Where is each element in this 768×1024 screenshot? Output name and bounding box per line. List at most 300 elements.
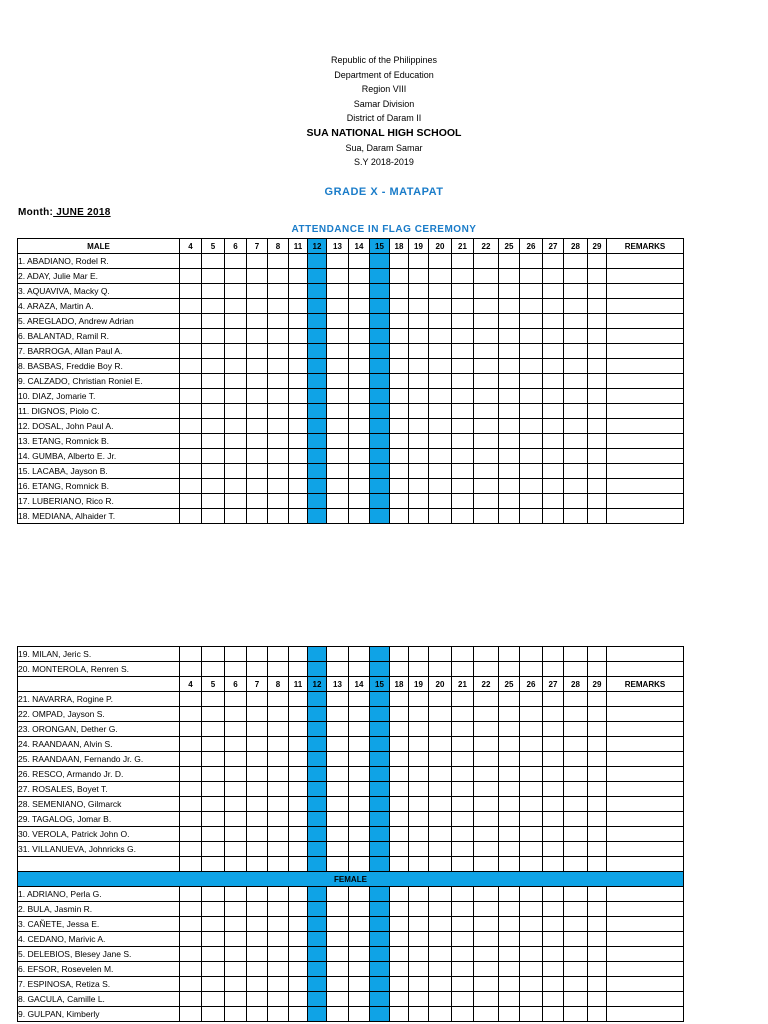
attendance-cell xyxy=(202,737,225,752)
day-header: 29 xyxy=(588,239,607,254)
attendance-cell xyxy=(543,329,564,344)
attendance-cell xyxy=(327,464,349,479)
attendance-cell xyxy=(289,902,308,917)
attendance-cell xyxy=(520,464,543,479)
attendance-cell xyxy=(543,389,564,404)
attendance-cell xyxy=(520,662,543,677)
attendance-cell xyxy=(289,314,308,329)
attendance-cell xyxy=(289,344,308,359)
attendance-cell xyxy=(327,857,349,872)
attendance-cell xyxy=(180,857,202,872)
attendance-cell xyxy=(543,737,564,752)
attendance-cell xyxy=(180,812,202,827)
attendance-cell xyxy=(499,329,520,344)
letterhead xyxy=(0,53,768,170)
remarks-cell xyxy=(607,329,684,344)
student-name: 8. BASBAS, Freddie Boy R. xyxy=(18,359,180,374)
attendance-cell xyxy=(268,887,289,902)
remarks-cell xyxy=(607,314,684,329)
day-header: 6 xyxy=(225,239,247,254)
attendance-cell xyxy=(588,344,607,359)
attendance-cell xyxy=(564,857,588,872)
attendance-cell xyxy=(308,254,327,269)
attendance-cell xyxy=(564,797,588,812)
attendance-cell xyxy=(308,692,327,707)
attendance-cell xyxy=(499,464,520,479)
attendance-cell xyxy=(588,389,607,404)
attendance-cell xyxy=(202,842,225,857)
student-name: 23. ORONGAN, Dether G. xyxy=(18,722,180,737)
remarks-cell xyxy=(607,692,684,707)
attendance-cell xyxy=(474,389,499,404)
attendance-cell xyxy=(474,947,499,962)
attendance-cell xyxy=(349,404,370,419)
attendance-cell xyxy=(180,722,202,737)
attendance-cell xyxy=(225,434,247,449)
attendance-cell xyxy=(520,284,543,299)
table-row xyxy=(18,782,684,797)
attendance-cell xyxy=(409,299,429,314)
attendance-cell xyxy=(370,722,390,737)
attendance-cell xyxy=(452,434,474,449)
attendance-cell xyxy=(474,692,499,707)
attendance-cell xyxy=(268,992,289,1007)
attendance-cell xyxy=(225,449,247,464)
attendance-cell xyxy=(429,692,452,707)
attendance-cell xyxy=(289,404,308,419)
table-header-row xyxy=(18,239,684,254)
attendance-cell xyxy=(202,1007,225,1022)
attendance-cell xyxy=(349,992,370,1007)
student-name: 17. LUBERIANO, Rico R. xyxy=(18,494,180,509)
attendance-cell xyxy=(202,314,225,329)
attendance-cell xyxy=(202,962,225,977)
day-header: 20 xyxy=(429,239,452,254)
attendance-cell xyxy=(180,494,202,509)
attendance-cell xyxy=(327,344,349,359)
attendance-cell xyxy=(452,449,474,464)
attendance-cell xyxy=(543,902,564,917)
attendance-cell xyxy=(429,662,452,677)
attendance-cell xyxy=(543,692,564,707)
attendance-cell xyxy=(349,887,370,902)
attendance-cell xyxy=(180,692,202,707)
attendance-cell xyxy=(247,917,268,932)
attendance-cell xyxy=(499,737,520,752)
attendance-cell xyxy=(180,344,202,359)
table-row xyxy=(18,434,684,449)
day-header: 28 xyxy=(564,239,588,254)
attendance-cell xyxy=(409,947,429,962)
attendance-cell xyxy=(225,947,247,962)
attendance-cell xyxy=(520,494,543,509)
attendance-cell xyxy=(429,782,452,797)
attendance-cell xyxy=(452,797,474,812)
attendance-cell xyxy=(349,722,370,737)
day-header: 7 xyxy=(247,239,268,254)
attendance-cell xyxy=(499,752,520,767)
attendance-cell xyxy=(327,782,349,797)
day-header: 15 xyxy=(370,677,390,692)
attendance-cell xyxy=(268,842,289,857)
attendance-cell xyxy=(289,359,308,374)
attendance-cell xyxy=(474,707,499,722)
attendance-cell xyxy=(499,992,520,1007)
attendance-cell xyxy=(564,647,588,662)
attendance-cell xyxy=(247,977,268,992)
attendance-cell xyxy=(564,692,588,707)
attendance-cell xyxy=(499,404,520,419)
attendance-cell xyxy=(390,329,409,344)
attendance-cell xyxy=(327,827,349,842)
attendance-cell xyxy=(327,254,349,269)
attendance-cell xyxy=(474,434,499,449)
female-section-row xyxy=(18,872,684,887)
attendance-cell xyxy=(180,404,202,419)
attendance-cell xyxy=(409,434,429,449)
attendance-cell xyxy=(452,752,474,767)
attendance-cell xyxy=(520,254,543,269)
attendance-cell xyxy=(327,707,349,722)
attendance-cell xyxy=(452,389,474,404)
attendance-cell xyxy=(268,917,289,932)
table-header-row xyxy=(18,677,684,692)
attendance-cell xyxy=(370,812,390,827)
attendance-cell xyxy=(452,917,474,932)
attendance-cell xyxy=(349,1007,370,1022)
attendance-cell xyxy=(308,917,327,932)
attendance-cell xyxy=(543,449,564,464)
attendance-cell xyxy=(429,917,452,932)
attendance-cell xyxy=(268,479,289,494)
attendance-cell xyxy=(588,962,607,977)
attendance-cell xyxy=(588,434,607,449)
attendance-cell xyxy=(452,344,474,359)
attendance-cell xyxy=(474,449,499,464)
attendance-cell xyxy=(390,494,409,509)
attendance-cell xyxy=(180,917,202,932)
attendance-cell xyxy=(564,842,588,857)
attendance-cell xyxy=(564,464,588,479)
attendance-cell xyxy=(327,767,349,782)
attendance-cell xyxy=(543,662,564,677)
attendance-cell xyxy=(588,419,607,434)
attendance-cell xyxy=(543,812,564,827)
attendance-cell xyxy=(474,419,499,434)
remarks-cell xyxy=(607,284,684,299)
attendance-cell xyxy=(564,419,588,434)
attendance-cell xyxy=(180,797,202,812)
attendance-cell xyxy=(390,647,409,662)
attendance-cell xyxy=(202,812,225,827)
attendance-cell xyxy=(474,494,499,509)
attendance-cell xyxy=(308,722,327,737)
attendance-cell xyxy=(474,737,499,752)
attendance-cell xyxy=(588,1007,607,1022)
attendance-cell xyxy=(225,917,247,932)
attendance-cell xyxy=(247,314,268,329)
table-row xyxy=(18,707,684,722)
attendance-cell xyxy=(588,692,607,707)
student-name: 27. ROSALES, Boyet T. xyxy=(18,782,180,797)
attendance-cell xyxy=(180,707,202,722)
attendance-cell xyxy=(289,842,308,857)
day-header: 21 xyxy=(452,677,474,692)
attendance-cell xyxy=(452,962,474,977)
attendance-cell xyxy=(452,284,474,299)
attendance-cell xyxy=(543,932,564,947)
table-row xyxy=(18,359,684,374)
attendance-cell xyxy=(499,389,520,404)
attendance-cell xyxy=(370,344,390,359)
student-name: 11. DIGNOS, Piolo C. xyxy=(18,404,180,419)
attendance-cell xyxy=(520,977,543,992)
attendance-cell xyxy=(349,419,370,434)
attendance-cell xyxy=(225,479,247,494)
letterhead-region: Region VIII xyxy=(361,84,407,95)
attendance-cell xyxy=(289,767,308,782)
attendance-cell xyxy=(588,647,607,662)
attendance-table-page1 xyxy=(17,238,684,524)
attendance-cell xyxy=(452,509,474,524)
attendance-cell xyxy=(327,947,349,962)
attendance-cell xyxy=(349,374,370,389)
attendance-cell xyxy=(499,284,520,299)
attendance-cell xyxy=(564,722,588,737)
attendance-cell xyxy=(247,254,268,269)
attendance-cell xyxy=(370,752,390,767)
attendance-cell xyxy=(247,752,268,767)
month-line xyxy=(18,207,111,218)
attendance-cell xyxy=(327,389,349,404)
attendance-cell xyxy=(429,857,452,872)
attendance-cell xyxy=(225,647,247,662)
attendance-cell xyxy=(308,842,327,857)
attendance-cell xyxy=(268,692,289,707)
attendance-cell xyxy=(390,767,409,782)
attendance-cell xyxy=(429,947,452,962)
attendance-cell xyxy=(308,479,327,494)
attendance-cell xyxy=(499,812,520,827)
attendance-cell xyxy=(370,692,390,707)
attendance-cell xyxy=(452,812,474,827)
attendance-cell xyxy=(349,269,370,284)
attendance-cell xyxy=(564,284,588,299)
attendance-cell xyxy=(409,737,429,752)
day-header: 22 xyxy=(474,239,499,254)
day-header: 25 xyxy=(499,239,520,254)
attendance-cell xyxy=(180,314,202,329)
attendance-cell xyxy=(588,509,607,524)
attendance-cell xyxy=(247,812,268,827)
attendance-cell xyxy=(268,404,289,419)
attendance-cell xyxy=(247,737,268,752)
remarks-cell xyxy=(607,299,684,314)
attendance-cell xyxy=(202,419,225,434)
attendance-cell xyxy=(308,797,327,812)
attendance-cell xyxy=(499,299,520,314)
attendance-cell xyxy=(370,662,390,677)
attendance-cell xyxy=(429,812,452,827)
attendance-cell xyxy=(409,887,429,902)
attendance-cell xyxy=(370,917,390,932)
student-name: 12. DOSAL, John Paul A. xyxy=(18,419,180,434)
attendance-cell xyxy=(588,992,607,1007)
remarks-cell xyxy=(607,434,684,449)
attendance-cell xyxy=(409,389,429,404)
attendance-cell xyxy=(452,662,474,677)
attendance-cell xyxy=(429,419,452,434)
student-name: 26. RESCO, Armando Jr. D. xyxy=(18,767,180,782)
attendance-cell xyxy=(180,992,202,1007)
attendance-cell xyxy=(327,692,349,707)
attendance-cell xyxy=(409,812,429,827)
attendance-cell xyxy=(429,494,452,509)
attendance-cell xyxy=(409,932,429,947)
attendance-cell xyxy=(370,782,390,797)
student-name: 2. ADAY, Julie Mar E. xyxy=(18,269,180,284)
grade-section-title: GRADE X - MATAPAT xyxy=(324,186,444,198)
remarks-header: REMARKS xyxy=(607,239,684,254)
attendance-cell xyxy=(452,977,474,992)
attendance-cell xyxy=(268,782,289,797)
attendance-cell xyxy=(409,479,429,494)
attendance-cell xyxy=(349,359,370,374)
attendance-cell xyxy=(180,434,202,449)
attendance-cell xyxy=(588,737,607,752)
attendance-cell xyxy=(268,752,289,767)
attendance-cell xyxy=(202,977,225,992)
attendance-cell xyxy=(520,389,543,404)
attendance-cell xyxy=(409,977,429,992)
attendance-cell xyxy=(202,494,225,509)
attendance-cell xyxy=(327,359,349,374)
attendance-cell xyxy=(429,737,452,752)
attendance-cell xyxy=(588,902,607,917)
table-row xyxy=(18,509,684,524)
attendance-cell xyxy=(289,449,308,464)
attendance-cell xyxy=(268,329,289,344)
remarks-cell xyxy=(607,962,684,977)
student-name: 5. AREGLADO, Andrew Adrian xyxy=(18,314,180,329)
attendance-cell xyxy=(180,509,202,524)
attendance-cell xyxy=(289,992,308,1007)
attendance-cell xyxy=(202,722,225,737)
attendance-cell xyxy=(327,647,349,662)
table-row xyxy=(18,374,684,389)
attendance-cell xyxy=(308,329,327,344)
attendance-cell xyxy=(308,962,327,977)
attendance-cell xyxy=(268,509,289,524)
attendance-cell xyxy=(327,329,349,344)
attendance-cell xyxy=(289,752,308,767)
attendance-cell xyxy=(225,464,247,479)
attendance-cell xyxy=(308,404,327,419)
attendance-cell xyxy=(370,419,390,434)
attendance-cell xyxy=(202,329,225,344)
attendance-cell xyxy=(289,389,308,404)
attendance-cell xyxy=(289,812,308,827)
attendance-cell xyxy=(308,977,327,992)
attendance-cell xyxy=(452,404,474,419)
attendance-cell xyxy=(390,464,409,479)
attendance-cell xyxy=(543,314,564,329)
student-name: 1. ABADIANO, Rodel R. xyxy=(18,254,180,269)
attendance-cell xyxy=(308,932,327,947)
attendance-cell xyxy=(225,509,247,524)
attendance-cell xyxy=(520,434,543,449)
attendance-cell xyxy=(520,782,543,797)
day-header: 11 xyxy=(289,239,308,254)
attendance-cell xyxy=(308,647,327,662)
attendance-cell xyxy=(202,692,225,707)
attendance-cell xyxy=(409,842,429,857)
attendance-cell xyxy=(327,662,349,677)
attendance-cell xyxy=(268,284,289,299)
attendance-cell xyxy=(349,284,370,299)
attendance-cell xyxy=(429,992,452,1007)
attendance-cell xyxy=(225,314,247,329)
attendance-cell xyxy=(202,269,225,284)
attendance-cell xyxy=(474,509,499,524)
attendance-cell xyxy=(247,329,268,344)
attendance-cell xyxy=(349,344,370,359)
attendance-cell xyxy=(202,389,225,404)
attendance-cell xyxy=(180,782,202,797)
attendance-cell xyxy=(409,662,429,677)
attendance-cell xyxy=(588,329,607,344)
attendance-cell xyxy=(588,917,607,932)
attendance-cell xyxy=(327,404,349,419)
attendance-cell xyxy=(409,647,429,662)
attendance-cell xyxy=(327,419,349,434)
attendance-cell xyxy=(327,992,349,1007)
attendance-cell xyxy=(474,269,499,284)
attendance-cell xyxy=(452,992,474,1007)
attendance-cell xyxy=(268,797,289,812)
attendance-cell xyxy=(289,299,308,314)
attendance-cell xyxy=(390,509,409,524)
remarks-cell xyxy=(607,389,684,404)
attendance-cell xyxy=(452,494,474,509)
attendance-cell xyxy=(225,797,247,812)
attendance-cell xyxy=(225,887,247,902)
attendance-cell xyxy=(474,344,499,359)
attendance-cell xyxy=(474,374,499,389)
attendance-cell xyxy=(520,479,543,494)
attendance-cell xyxy=(268,1007,289,1022)
attendance-cell xyxy=(520,827,543,842)
remarks-cell xyxy=(607,479,684,494)
attendance-cell xyxy=(409,707,429,722)
attendance-cell xyxy=(409,359,429,374)
attendance-cell xyxy=(202,932,225,947)
attendance-cell xyxy=(180,662,202,677)
attendance-cell xyxy=(390,269,409,284)
student-name: 21. NAVARRA, Rogine P. xyxy=(18,692,180,707)
attendance-cell xyxy=(268,857,289,872)
remarks-cell xyxy=(607,509,684,524)
attendance-cell xyxy=(247,647,268,662)
attendance-cell xyxy=(349,449,370,464)
student-name: 29. TAGALOG, Jomar B. xyxy=(18,812,180,827)
attendance-cell xyxy=(588,812,607,827)
attendance-cell xyxy=(225,299,247,314)
attendance-cell xyxy=(349,857,370,872)
attendance-cell xyxy=(564,947,588,962)
attendance-cell xyxy=(474,647,499,662)
attendance-cell xyxy=(520,404,543,419)
